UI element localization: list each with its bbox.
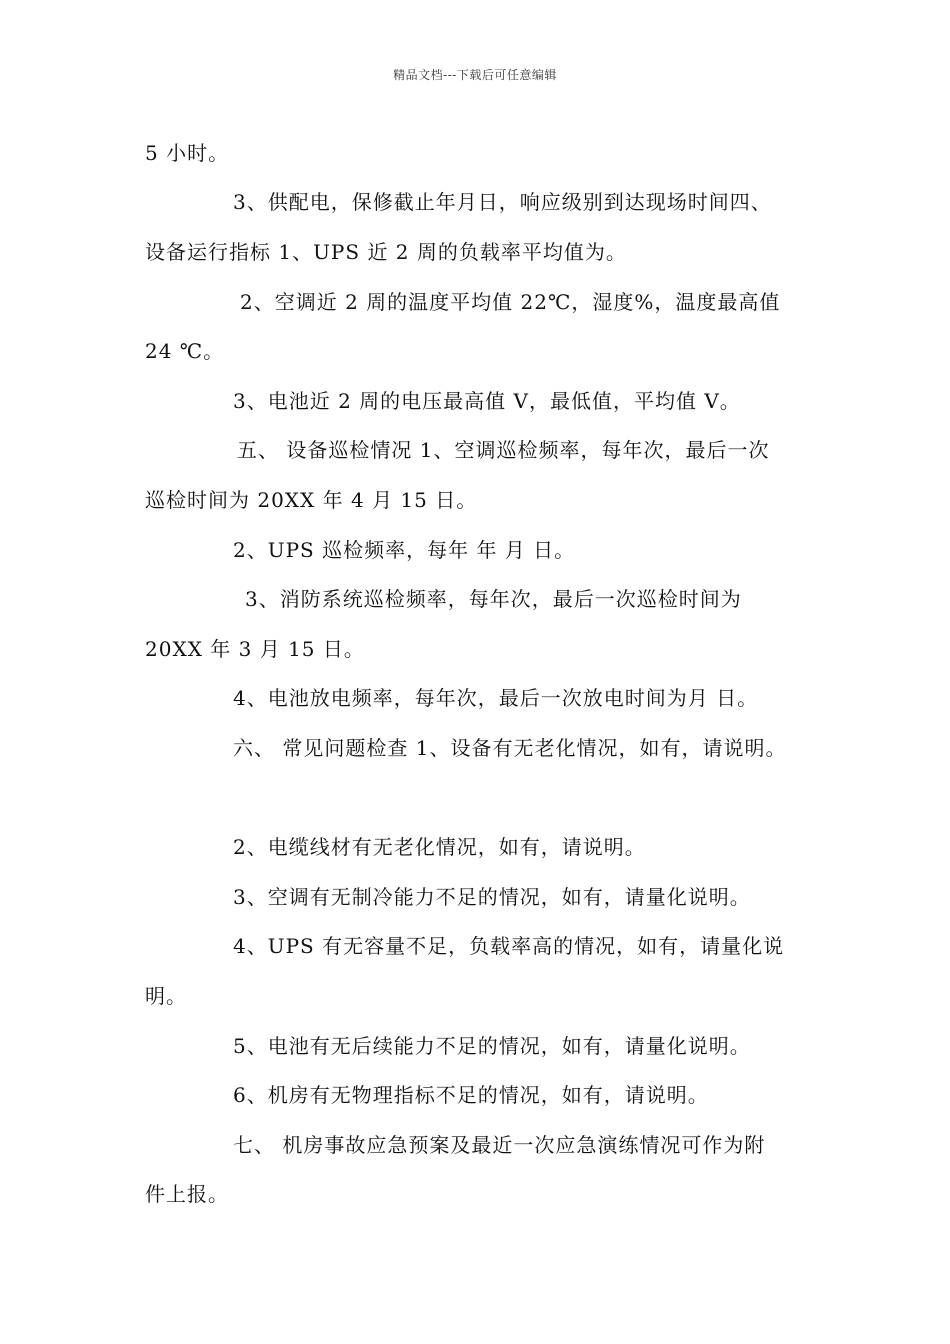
text-line: 七、 机房事故应急预案及最近一次应急演练情况可作为附: [233, 1133, 766, 1157]
text-line: 2、UPS 巡检频率，每年 年 月 日。: [233, 538, 576, 562]
text-line: 巡检时间为 20XX 年 4 月 15 日。: [145, 488, 478, 512]
text-line: 3、供配电，保修截止年月日，响应级别到达现场时间四、: [233, 190, 772, 214]
text-line: 5、电池有无后续能力不足的情况，如有，请量化说明。: [233, 1034, 751, 1058]
text-line: 设备运行指标 1、UPS 近 2 周的负载率平均值为。: [145, 240, 627, 264]
text-line: 件上报。: [145, 1182, 229, 1206]
text-line: 3、空调有无制冷能力不足的情况，如有，请量化说明。: [233, 885, 751, 909]
text-line: 五、 设备巡检情况 1、空调巡检频率，每年次，最后一次: [237, 438, 770, 462]
text-line: 5 小时。: [145, 141, 230, 165]
text-line: 2、电缆线材有无老化情况，如有，请说明。: [233, 835, 646, 859]
text-line: 24 ℃。: [145, 339, 225, 363]
text-line: 明。: [145, 984, 187, 1008]
text-line: 六、 常见问题检查 1、设备有无老化情况，如有，请说明。: [233, 736, 787, 760]
text-line: 4、电池放电频率，每年次，最后一次放电时间为月 日。: [233, 686, 759, 710]
page-header: 精品文档---下载后可任意编辑: [393, 68, 557, 82]
text-line: 3、电池近 2 周的电压最高值 V，最低值，平均值 V。: [233, 389, 741, 413]
text-line: 2、空调近 2 周的温度平均值 22℃，湿度%，温度最高值: [240, 290, 781, 314]
text-line: 4、UPS 有无容量不足，负载率高的情况，如有，请量化说: [233, 934, 785, 958]
text-line: 20XX 年 3 月 15 日。: [145, 637, 365, 661]
text-line: 6、机房有无物理指标不足的情况，如有，请说明。: [233, 1083, 709, 1107]
text-line: 3、消防系统巡检频率，每年次，最后一次巡检时间为: [245, 587, 742, 611]
